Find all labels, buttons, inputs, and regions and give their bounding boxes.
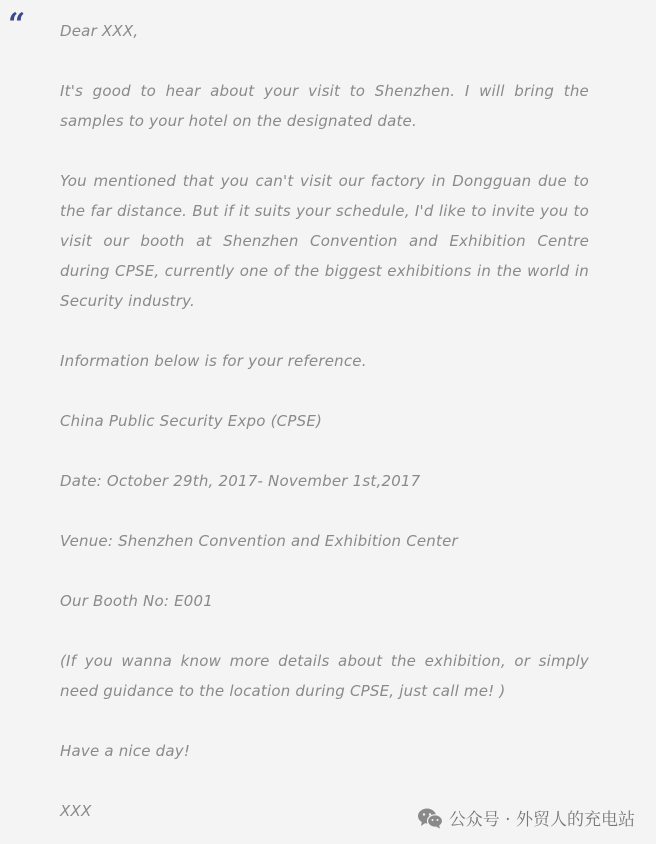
expo-venue: Venue: Shenzhen Convention and Exhibition Center [60,532,458,550]
booth-number: Our Booth No: E001 [60,592,213,610]
closing-line: Have a nice day! [60,742,191,760]
expo-name: China Public Security Expo (CPSE) [60,412,323,430]
paragraph-visit: It's good to hear about your visit to Shenzhen. I will bring the samples to your hotel on the designated date. [60,82,589,130]
watermark-text: 公众号 · 外贸人的充电站 [448,810,635,830]
letter-body [60,16,589,826]
quote-mark-icon: “ [8,7,26,42]
wechat-watermark [417,805,635,830]
expo-date: Date: October 29th, 2017- November 1st,2017 [60,472,421,490]
paragraph-invitation: You mentioned that you can't visit our factory in Dongguan due to the far distance. But if it suits your schedule, I'd like to invite you to visit our booth at Shenzhen Convention and Exhibition Centre during CPSE, currently one of the biggest exhibitions in the world in Security industry. [60,172,589,310]
paragraph-reference: Information below is for your reference. [60,352,367,370]
salutation: Dear XXX, [60,22,139,40]
paragraph-contact: (If you wanna know more details about the exhibition, or simply need guidance to the location during CPSE, just call me! ) [60,652,589,700]
signature: XXX [60,802,92,820]
wechat-icon [417,807,443,829]
